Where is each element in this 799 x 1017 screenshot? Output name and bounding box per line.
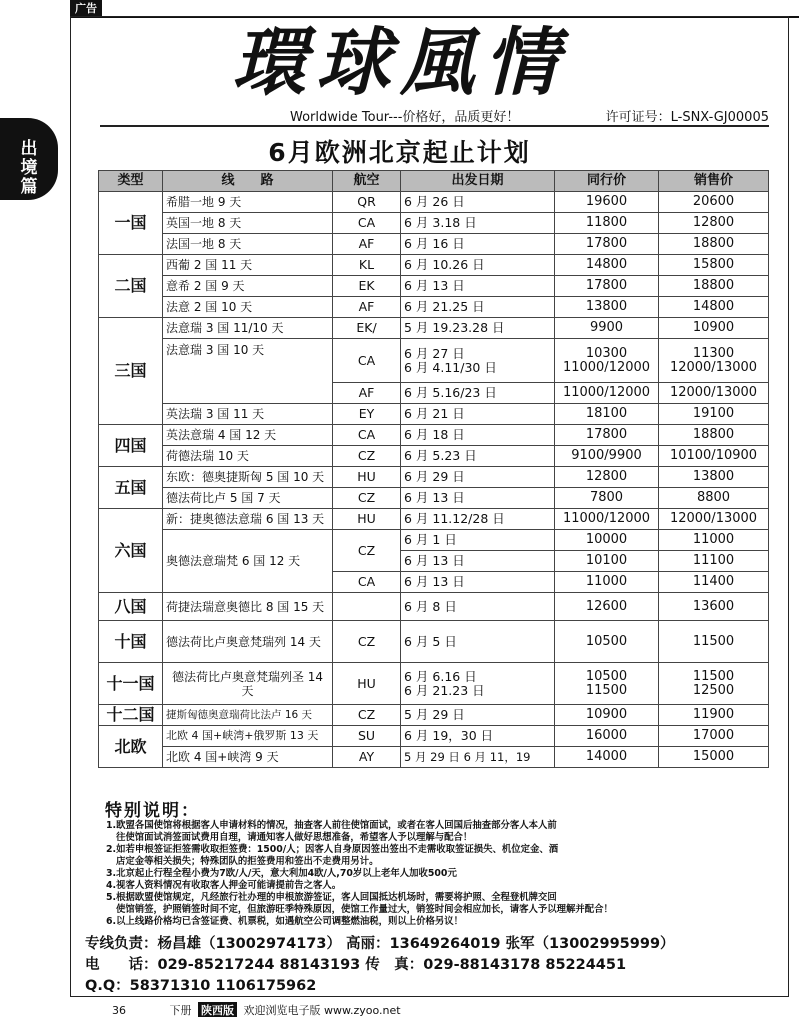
header-date: 出发日期 (401, 171, 555, 192)
type-cell: 三国 (99, 318, 163, 425)
airline-cell: EK/ (333, 318, 401, 339)
airline-cell: KL (333, 255, 401, 276)
date-cell: 6 月 16 日 (401, 234, 555, 255)
agent-price-cell: 17800 (555, 425, 659, 446)
date-line: 6 月 27 日 (404, 345, 465, 361)
date-line: 6 月 21.23 日 (404, 682, 485, 698)
table-row (99, 213, 769, 234)
note-line: 使馆销签，护照销签时间不定，但旅游旺季特殊原因，使馆工作量过大，销签时间会相应加长，请客人予以理解并配合！ (116, 904, 613, 915)
route-cell: 西葡 2 国 11 天 (163, 255, 333, 276)
brand-logo: 環球風情 (232, 20, 568, 106)
date-cell: 6 月 3.18 日 (401, 213, 555, 234)
table-row (99, 425, 769, 446)
type-cell: 八国 (99, 593, 163, 621)
airline-cell: CA (333, 572, 401, 593)
agent-price-cell (555, 339, 659, 383)
table-row (99, 705, 769, 726)
date-cell: 6 月 21 日 (401, 404, 555, 425)
airline-cell: AY (333, 747, 401, 768)
slogan: Worldwide Tour---价格好，品质更好！ (290, 110, 520, 125)
price-line: 10500 (585, 668, 628, 684)
route-cell: 德法荷比卢奥意梵瑞列圣 14 天 (163, 663, 333, 705)
page-footer (112, 1002, 401, 1017)
title-rule (100, 125, 769, 127)
date-cell: 6 月 11.12/28 日 (401, 509, 555, 530)
type-cell: 四国 (99, 425, 163, 467)
table-row (99, 509, 769, 530)
retail-price-cell: 13800 (659, 467, 769, 488)
date-cell: 6 月 29 日 (401, 467, 555, 488)
note-line: 1.欧盟各国使馆将根据客人申请材料的情况，抽查客人前往使馆面试，或者在客人回国后抽查部分客人本人前 (106, 820, 557, 831)
type-cell: 二国 (99, 255, 163, 318)
date-line: 6 月 6.16 日 (404, 668, 477, 684)
retail-price-cell: 18800 (659, 276, 769, 297)
agent-price-cell: 12600 (555, 593, 659, 621)
table-row (99, 404, 769, 425)
type-cell: 六国 (99, 509, 163, 593)
route-cell: 英法意瑞 4 国 12 天 (163, 425, 333, 446)
price-line: 10300 (585, 345, 628, 361)
retail-price-cell: 17000 (659, 726, 769, 747)
date-cell: 6 月 13 日 (401, 572, 555, 593)
header-agent-price: 同行价 (555, 171, 659, 192)
table-row (99, 726, 769, 747)
date-cell: 6 月 5.23 日 (401, 446, 555, 467)
date-cell (401, 339, 555, 383)
agent-price-cell: 14000 (555, 747, 659, 768)
agent-price-cell: 9900 (555, 318, 659, 339)
airline-cell: CA (333, 213, 401, 234)
header-retail-price: 销售价 (659, 171, 769, 192)
table-row (99, 747, 769, 768)
table-row (99, 593, 769, 621)
side-tab-label: 出境篇 (20, 139, 38, 197)
route-cell: 英国一地 8 天 (163, 213, 333, 234)
retail-price-cell: 12800 (659, 213, 769, 234)
footer-text: 欢迎浏览电子版 www.zyoo.net (243, 1004, 401, 1017)
airline-cell: CZ (333, 488, 401, 509)
airline-cell: HU (333, 509, 401, 530)
retail-price-cell: 8800 (659, 488, 769, 509)
agent-price-cell: 13800 (555, 297, 659, 318)
header-route: 线 路 (163, 171, 333, 192)
retail-price-cell: 13600 (659, 593, 769, 621)
header-type: 类型 (99, 171, 163, 192)
airline-cell: CA (333, 339, 401, 383)
date-line: 6 月 4.11/30 日 (404, 359, 497, 375)
airline-cell: EK (333, 276, 401, 297)
agent-price-cell: 18100 (555, 404, 659, 425)
table-row (99, 446, 769, 467)
table-row (99, 318, 769, 339)
table-row (99, 297, 769, 318)
retail-price-cell: 12000/13000 (659, 509, 769, 530)
price-line: 12000/13000 (669, 359, 758, 375)
agent-price-cell: 19600 (555, 192, 659, 213)
price-line: 11500 (692, 668, 735, 684)
retail-price-cell: 15000 (659, 747, 769, 768)
table-row (99, 621, 769, 663)
retail-price-cell: 10900 (659, 318, 769, 339)
route-cell: 北欧 4 国+峡湾+俄罗斯 13 天 (163, 726, 333, 747)
table-row (99, 276, 769, 297)
date-cell: 6 月 26 日 (401, 192, 555, 213)
date-cell: 6 月 13 日 (401, 488, 555, 509)
route-cell: 法国一地 8 天 (163, 234, 333, 255)
airline-cell: CA (333, 425, 401, 446)
agent-price-cell: 7800 (555, 488, 659, 509)
retail-price-cell: 11100 (659, 551, 769, 572)
retail-price-cell: 14800 (659, 297, 769, 318)
airline-cell: CZ (333, 530, 401, 572)
type-cell: 一国 (99, 192, 163, 255)
note-line: 3.北京起止行程全程小费为7欧/人/天，意大利加4欧/人,70岁以上老年人加收500元 (106, 868, 457, 879)
table-row (99, 255, 769, 276)
footer-section: 下册 (169, 1004, 192, 1017)
agent-price-cell: 10100 (555, 551, 659, 572)
table-row (99, 488, 769, 509)
agent-price-cell: 9100/9900 (555, 446, 659, 467)
note-line: 2.如若申根签证拒签需收取拒签费：1500/人；因客人自身原因签出签出不走需收取签证损失、机位定金、酒 (106, 844, 559, 855)
retail-price-cell: 11000 (659, 530, 769, 551)
table-row (99, 192, 769, 213)
retail-price-cell: 20600 (659, 192, 769, 213)
type-cell: 十国 (99, 621, 163, 663)
retail-price-cell: 11500 (659, 621, 769, 663)
type-cell: 十一国 (99, 663, 163, 705)
note-line: 往使馆面试消签面试费用自理，请通知客人做好思想准备，希望客人予以理解与配合！ (116, 832, 473, 843)
airline-cell: QR (333, 192, 401, 213)
route-cell: 新：捷奥德法意瑞 6 国 13 天 (163, 509, 333, 530)
retail-price-cell: 18800 (659, 234, 769, 255)
ad-tag: 广告 (70, 0, 102, 17)
type-cell: 十二国 (99, 705, 163, 726)
date-cell: 6 月 13 日 (401, 276, 555, 297)
header-airline: 航空 (333, 171, 401, 192)
airline-cell: HU (333, 663, 401, 705)
retail-price-cell (659, 339, 769, 383)
tour-schedule-table (98, 170, 769, 768)
route-cell: 捷斯匈德奥意瑞荷比法卢 16 天 (163, 705, 333, 726)
contact-qq: Q.Q：58371310 1106175962 (85, 978, 317, 994)
date-cell: 6 月 19，30 日 (401, 726, 555, 747)
date-cell: 6 月 13 日 (401, 551, 555, 572)
retail-price-cell: 11900 (659, 705, 769, 726)
airline-cell: HU (333, 467, 401, 488)
date-cell: 6 月 1 日 (401, 530, 555, 551)
date-cell (401, 663, 555, 705)
route-cell: 法意瑞 3 国 10 天 (163, 339, 333, 404)
date-cell: 6 月 8 日 (401, 593, 555, 621)
price-line: 11500 (585, 682, 628, 698)
airline-cell: EY (333, 404, 401, 425)
airline-cell: AF (333, 234, 401, 255)
route-cell: 东欧：德奥捷斯匈 5 国 10 天 (163, 467, 333, 488)
route-cell: 法意瑞 3 国 11/10 天 (163, 318, 333, 339)
contact-managers: 专线负责：杨昌雄（13002974173） 高丽：13649264019 张军（13002995999） (85, 936, 675, 952)
table-row (99, 467, 769, 488)
agent-price-cell: 11000/12000 (555, 509, 659, 530)
license-number: 许可证号：L-SNX-GJ00005 (605, 110, 769, 125)
date-cell: 6 月 5 日 (401, 621, 555, 663)
date-cell: 6 月 10.26 日 (401, 255, 555, 276)
price-line: 11000/12000 (562, 359, 651, 375)
retail-price-cell: 11400 (659, 572, 769, 593)
agent-price-cell: 17800 (555, 234, 659, 255)
table-row (99, 530, 769, 551)
notes-list (106, 820, 746, 928)
airline-cell: CZ (333, 705, 401, 726)
table-row (99, 339, 769, 383)
agent-price-cell: 11800 (555, 213, 659, 234)
contact-phone: 电 话：029-85217244 88143193 传 真：029-88143178 85224451 (85, 957, 627, 973)
type-cell: 北欧 (99, 726, 163, 768)
airline-cell: SU (333, 726, 401, 747)
agent-price-cell: 17800 (555, 276, 659, 297)
table-row (99, 234, 769, 255)
retail-price-cell: 10100/10900 (659, 446, 769, 467)
notes-title: 特别说明： (105, 801, 200, 821)
retail-price-cell: 15800 (659, 255, 769, 276)
agent-price-cell (555, 663, 659, 705)
date-cell: 6 月 18 日 (401, 425, 555, 446)
airline-cell: AF (333, 297, 401, 318)
agent-price-cell: 12800 (555, 467, 659, 488)
route-cell: 荷捷法瑞意奥德比 8 国 15 天 (163, 593, 333, 621)
page-title: 6月欧洲北京起止计划 (268, 138, 531, 167)
date-cell: 5 月 19.23.28 日 (401, 318, 555, 339)
note-line: 4.视客人资料情况有收取客人押金可能请提前告之客人。 (106, 880, 342, 891)
note-line: 6.以上线路价格均已含签证费、机票税，如遇航空公司调整燃油税，则以上价格另议！ (106, 916, 463, 927)
agent-price-cell: 10000 (555, 530, 659, 551)
route-cell: 英法瑞 3 国 11 天 (163, 404, 333, 425)
route-cell: 奥德法意瑞梵 6 国 12 天 (163, 530, 333, 593)
route-cell: 意希 2 国 9 天 (163, 276, 333, 297)
airline-cell: CZ (333, 621, 401, 663)
route-cell: 德法荷比卢奥意梵瑞列 14 天 (163, 621, 333, 663)
route-cell: 北欧 4 国+峡湾 9 天 (163, 747, 333, 768)
route-cell: 荷德法瑞 10 天 (163, 446, 333, 467)
note-line: 店定金等相关损失；特殊团队的拒签费用和签出不走费用另计。 (116, 856, 379, 867)
agent-price-cell: 11000 (555, 572, 659, 593)
date-cell: 5 月 29 日 6 月 11，19 (401, 747, 555, 768)
table-row (99, 663, 769, 705)
page-number: 36 (112, 1004, 126, 1017)
price-line: 11300 (692, 345, 735, 361)
note-line: 5.根据欧盟使馆规定，凡经旅行社办理的申根旅游签证，客人回国抵达机场时，需要将护照、全程登机牌交回 (106, 892, 557, 903)
airline-cell: CZ (333, 446, 401, 467)
date-cell: 5 月 29 日 (401, 705, 555, 726)
agent-price-cell: 14800 (555, 255, 659, 276)
agent-price-cell: 10900 (555, 705, 659, 726)
retail-price-cell: 12000/13000 (659, 383, 769, 404)
airline-cell: AF (333, 383, 401, 404)
route-cell: 希腊一地 9 天 (163, 192, 333, 213)
agent-price-cell: 10500 (555, 621, 659, 663)
route-cell: 德法荷比卢 5 国 7 天 (163, 488, 333, 509)
agent-price-cell: 11000/12000 (555, 383, 659, 404)
edition-badge: 陕西版 (198, 1002, 237, 1017)
agent-price-cell: 16000 (555, 726, 659, 747)
price-line: 12500 (692, 682, 735, 698)
table-header-row (99, 171, 769, 192)
route-cell: 法意 2 国 10 天 (163, 297, 333, 318)
date-cell: 6 月 5.16/23 日 (401, 383, 555, 404)
retail-price-cell (659, 663, 769, 705)
airline-cell (333, 593, 401, 621)
retail-price-cell: 19100 (659, 404, 769, 425)
retail-price-cell: 18800 (659, 425, 769, 446)
date-cell: 6 月 21.25 日 (401, 297, 555, 318)
type-cell: 五国 (99, 467, 163, 509)
